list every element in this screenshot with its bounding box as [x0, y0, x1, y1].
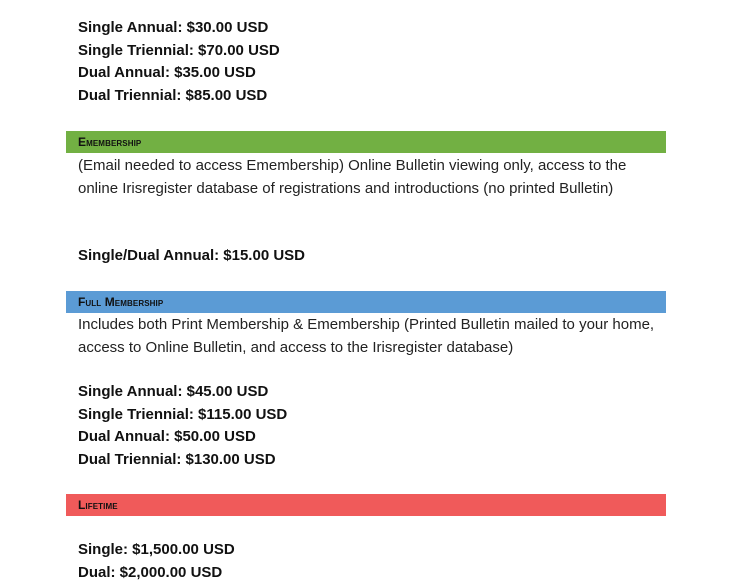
emembership-section-title: Emembership — [78, 135, 142, 149]
price-line-single: Single: $1,500.00 USD — [78, 541, 235, 558]
full-membership-price-list — [78, 381, 638, 471]
price-line-dual-triennial: Dual Triennial: $85.00 USD — [78, 86, 268, 104]
price-line-dual-annual: Dual Annual: $35.00 USD — [78, 64, 256, 81]
price-line-dual: Dual: $2,000.00 USD — [78, 563, 223, 581]
price-line-dual-triennial: Dual Triennial: $130.00 USD — [78, 450, 276, 468]
emembership-description: (Email needed to access Emembership) Online Bulletin viewing only, access to the online Irisregister database of registrations and introductions (no printed Bulletin) — [78, 157, 627, 197]
lifetime-section-header — [66, 494, 666, 516]
lifetime-section-title: Lifetime — [78, 498, 118, 512]
price-line-single-annual: Single Annual: $45.00 USD — [78, 383, 269, 400]
price-line-dual-annual: Dual Annual: $50.00 USD — [78, 428, 256, 445]
lifetime-price-list — [78, 539, 638, 584]
emembership-price-list — [78, 245, 638, 268]
price-line-single-triennial: Single Triennial: $115.00 USD — [78, 405, 288, 423]
price-line-single-dual-annual: Single/Dual Annual: $15.00 USD — [78, 247, 305, 264]
full-membership-section-title: Full Membership — [78, 295, 164, 309]
full-membership-section-header — [66, 291, 666, 313]
emembership-section-header — [66, 131, 666, 153]
price-line-single-annual: Single Annual: $30.00 USD — [78, 19, 269, 36]
full-membership-description: Includes both Print Membership & Emembership (Printed Bulletin mailed to your home, access to Online Bulletin, and access to the Irisregister database) — [78, 316, 655, 356]
price-line-single-triennial: Single Triennial: $70.00 USD — [78, 41, 280, 59]
print-membership-price-list — [78, 17, 638, 107]
